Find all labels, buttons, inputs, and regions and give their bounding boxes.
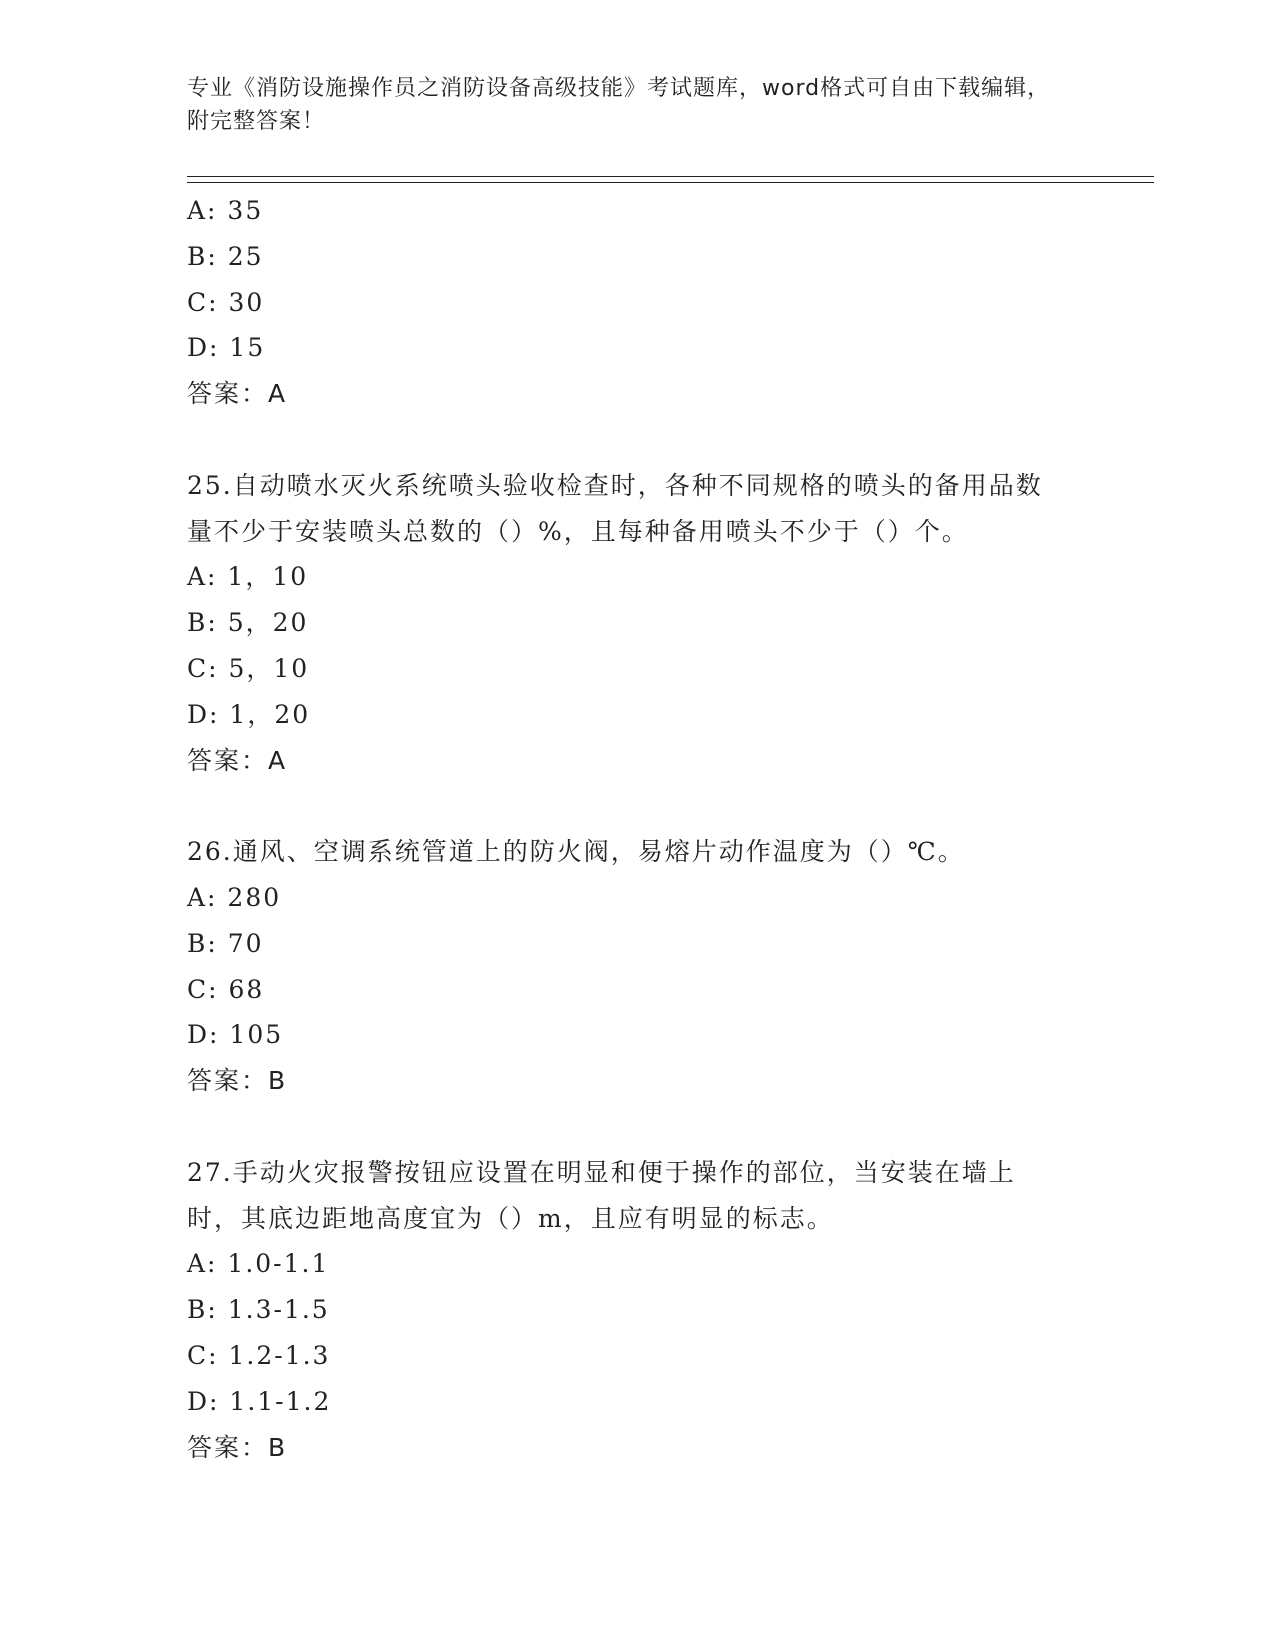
- option-c: C: 5，10: [187, 653, 310, 683]
- answer-line: [187, 1425, 1087, 1471]
- answer-label: 答案：: [187, 745, 269, 775]
- option-a: A: 1.0-1.1: [187, 1249, 330, 1279]
- option-b: B: 1.3-1.5: [187, 1295, 330, 1325]
- question-text: 25.自动喷水灭火系统喷头验收检查时，各种不同规格的喷头的备用品数量不少于安装喷头总数的（）%，且每种备用喷头不少于（）个。: [187, 470, 1043, 546]
- option-b: B: 70: [187, 928, 264, 958]
- page-header: 专业《消防设施操作员之消防设备高级技能》考试题库，word格式可自由下载编辑，附完整答案！: [187, 76, 1051, 134]
- answer-line: [187, 371, 1087, 417]
- answer-value: A: [268, 379, 288, 409]
- option-a: A: 1，10: [187, 562, 309, 592]
- option-b: B: 25: [187, 241, 264, 271]
- answer-value: B: [268, 1066, 288, 1096]
- option-c: C: 68: [187, 974, 265, 1004]
- question-text: 26.通风、空调系统管道上的防火阀，易熔片动作温度为（）℃。: [187, 837, 965, 867]
- answer-line: [187, 738, 1087, 784]
- option-d: D: 1.1-1.2: [187, 1386, 332, 1416]
- option-d: D: 1，20: [187, 699, 311, 729]
- answer-label: 答案：: [187, 379, 269, 409]
- question-block: [187, 1150, 1087, 1471]
- option-d: D: 15: [187, 333, 266, 363]
- option-a: A: 280: [187, 882, 282, 912]
- question-text: 27.手动火灾报警按钮应设置在明显和便于操作的部位，当安装在墙上时，其底边距地高度宜为（）m，且应有明显的标志。: [187, 1157, 1016, 1233]
- answer-label: 答案：: [187, 1432, 269, 1462]
- question-block: [187, 188, 1087, 417]
- answer-value: A: [268, 745, 288, 775]
- answer-value: B: [268, 1432, 288, 1462]
- option-a: A: 35: [187, 196, 264, 225]
- option-c: C: 30: [187, 287, 265, 317]
- question-block: [187, 829, 1087, 1104]
- header-divider: [187, 176, 1154, 183]
- question-block: [187, 463, 1087, 784]
- question-list: [187, 188, 1087, 1470]
- option-d: D: 105: [187, 1020, 284, 1050]
- option-b: B: 5，20: [187, 608, 309, 638]
- answer-line: [187, 1058, 1087, 1104]
- answer-label: 答案：: [187, 1066, 269, 1096]
- option-c: C: 1.2-1.3: [187, 1340, 331, 1370]
